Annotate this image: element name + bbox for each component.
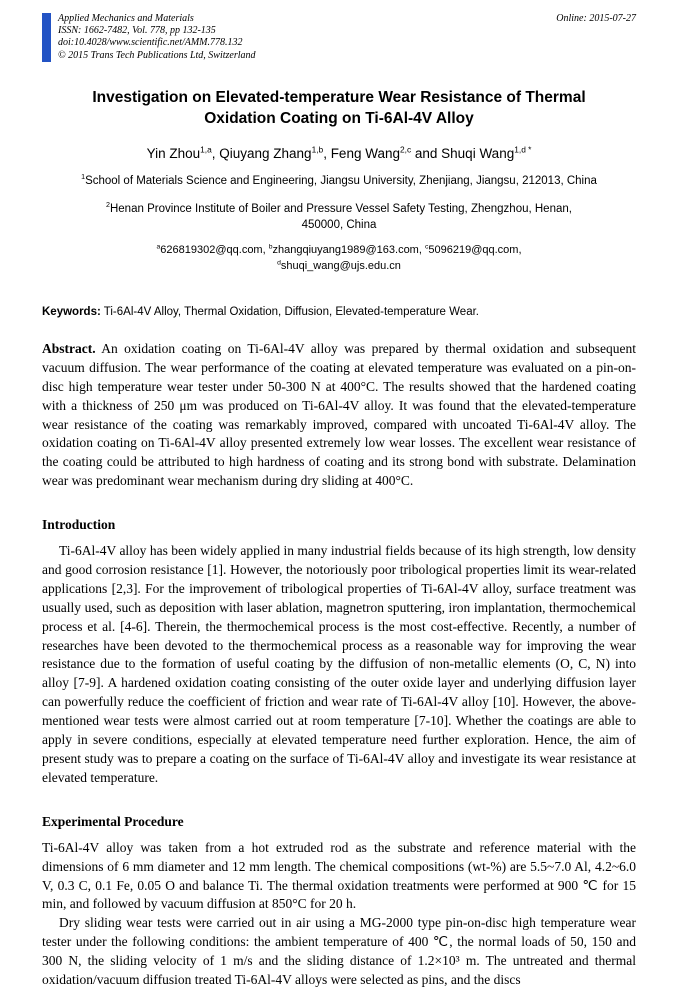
experimental-paragraph-1: Ti-6Al-4V alloy was taken from a hot extruded rod as the substrate and reference material with the dimensions of 6 mm diameter and 12 mm length. The chemical compositions (wt-%) are 5.5~7.0 Al, 4.2~6.0 V, 0.3 C, 0.1 Fe, 0.05 O and balance Ti. The thermal oxidation treatments were performed at 900 ℃ for 15 min, and followed by vacuum diffusion at 850°C for 20 h. [42, 839, 636, 912]
authors-line [42, 146, 636, 161]
affiliation-text: Henan Province Institute of Boiler and Pressure Vessel Safety Testing, Zhengzhou, Henan, 450000, China [109, 203, 572, 231]
author-name: , Qiuyang Zhang [211, 145, 312, 161]
emails-line-2 [42, 259, 636, 274]
email-address: 626819302@qq.com, [160, 244, 266, 257]
journal-copyright-line: © 2015 Trans Tech Publications Ltd, Switzerland [58, 49, 256, 61]
header-accent-bar [42, 13, 51, 62]
keywords-line [42, 304, 636, 320]
author-superscript: 1,b [311, 144, 324, 155]
email-superscript: d [277, 258, 281, 266]
journal-header-lines [58, 13, 256, 62]
journal-name: Applied Mechanics and Materials [58, 13, 194, 24]
affiliation-superscript: 2 [106, 201, 110, 210]
abstract-text: An oxidation coating on Ti-6Al-4V alloy was prepared by thermal oxidation and subsequent vacuum diffusion. The wear performance of the coating at elevated temperature was evaluated on a pin-on-disc high temperature wear tester under 50-300 N at 400°C. The results showed that the hardened coating with a thickness of 250 μm was produced on Ti-6Al-4V alloy. It was found that the elevated-temperature wear resistance of the coating was remarkably improved, compared with uncoated Ti-6Al-4V alloy. The oxidation coating on Ti-6Al-4V alloy presented extremely low wear losses. The excellent wear resistance of the coating could be attributed to high hardness of coating and its strong bond with substrate. Delamination wear was predominant wear mechanism during dry sliding at 400°C. [42, 341, 636, 489]
section-heading-experimental-procedure: Experimental Procedure [42, 813, 184, 829]
author-name: Yin Zhou [146, 145, 201, 161]
affiliation-2 [104, 202, 574, 233]
email-address: zhangqiuyang1989@163.com, [272, 244, 422, 257]
abstract-paragraph [42, 340, 636, 491]
online-date: Online: 2015-07-27 [556, 13, 636, 24]
author-name: , Feng Wang [323, 145, 400, 161]
journal-doi-line: doi:10.4028/www.scientific.net/AMM.778.132 [58, 37, 243, 49]
keywords-label: Keywords: [42, 305, 101, 318]
abstract-label: Abstract. [42, 341, 96, 357]
author-superscript: 2,c [399, 144, 412, 155]
emails-line-1 [42, 243, 636, 258]
affiliation-text: School of Materials Science and Engineering, Jiangsu University, Zhenjiang, Jiangsu, 212013, China [85, 174, 597, 187]
paper-title: Investigation on Elevated-temperature Wear Resistance of Thermal Oxidation Coating on Ti-6Al-4V Alloy [92, 88, 586, 127]
author-name: and Shuqi Wang [411, 145, 515, 161]
email-superscript: a [156, 243, 161, 251]
author-superscript: 1,a [200, 144, 212, 155]
email-superscript: b [268, 243, 273, 251]
affiliation-superscript: 1 [81, 172, 86, 181]
journal-issn-line: ISSN: 1662-7482, Vol. 778, pp 132-135 [58, 25, 216, 37]
journal-header-left [42, 13, 256, 62]
experimental-paragraph-2: Dry sliding wear tests were carried out in air using a MG-2000 type pin-on-disc high temperature wear tester under the following conditions: the ambient temperature of 400 ℃, the normal loads of 50, 150 and 300 N, the sliding velocity of 1 m/s and the sliding distance of 1.2×10³ m. The untreated and thermal oxidation/vacuum diffusion treated Ti-6Al-4V alloys were selected as pins, and the discs [42, 915, 636, 987]
section-heading-introduction: Introduction [42, 517, 116, 533]
author-superscript: 1,d * [514, 144, 532, 155]
email-superscript: c [424, 243, 429, 251]
introduction-paragraph: Ti-6Al-4V alloy has been widely applied in many industrial fields because of its high strength, low density and good corrosion resistance [1]. However, the notoriously poor tribological properties limit its wear-related applications [2,3]. For the improvement of tribological properties of Ti-6Al-4V alloy, surface treatment was usually used, such as deposition with laser ablation, magnetron sputtering, iron implantation, thermochemical process et al. [4-6]. Therein, the thermochemical process is the most cost-effective. Recently, a number of researches have been devoted to the thermochemical process as a reasonable way for improving the wear resistance due to the formation of useful coating by the diffusion of non-metallic elements (O, C, N) into alloy [7-9]. A hardened oxidation coating consisting of the outer oxide layer and underlying diffusion layer can powerfully reduce the coefficient of friction and wear rate of Ti-6Al-4V alloy [10]. However, the above-mentioned wear tests were almost carried out at room temperature [7-10]. Whether the coatings are able to apply in severe conditions, especially at elevated temperature need further exploration. Hence, the aim of present study was to prepare a coating on the surface of Ti-6Al-4V alloy and investigate its wear resistance at elevated temperature. [42, 543, 636, 785]
journal-header [42, 13, 636, 62]
email-address: shuqi_wang@ujs.edu.cn [280, 259, 401, 272]
email-address: 5096219@qq.com, [428, 244, 522, 257]
keywords-text: Ti-6Al-4V Alloy, Thermal Oxidation, Diffusion, Elevated-temperature Wear. [100, 305, 479, 318]
affiliation-1 [69, 174, 609, 190]
